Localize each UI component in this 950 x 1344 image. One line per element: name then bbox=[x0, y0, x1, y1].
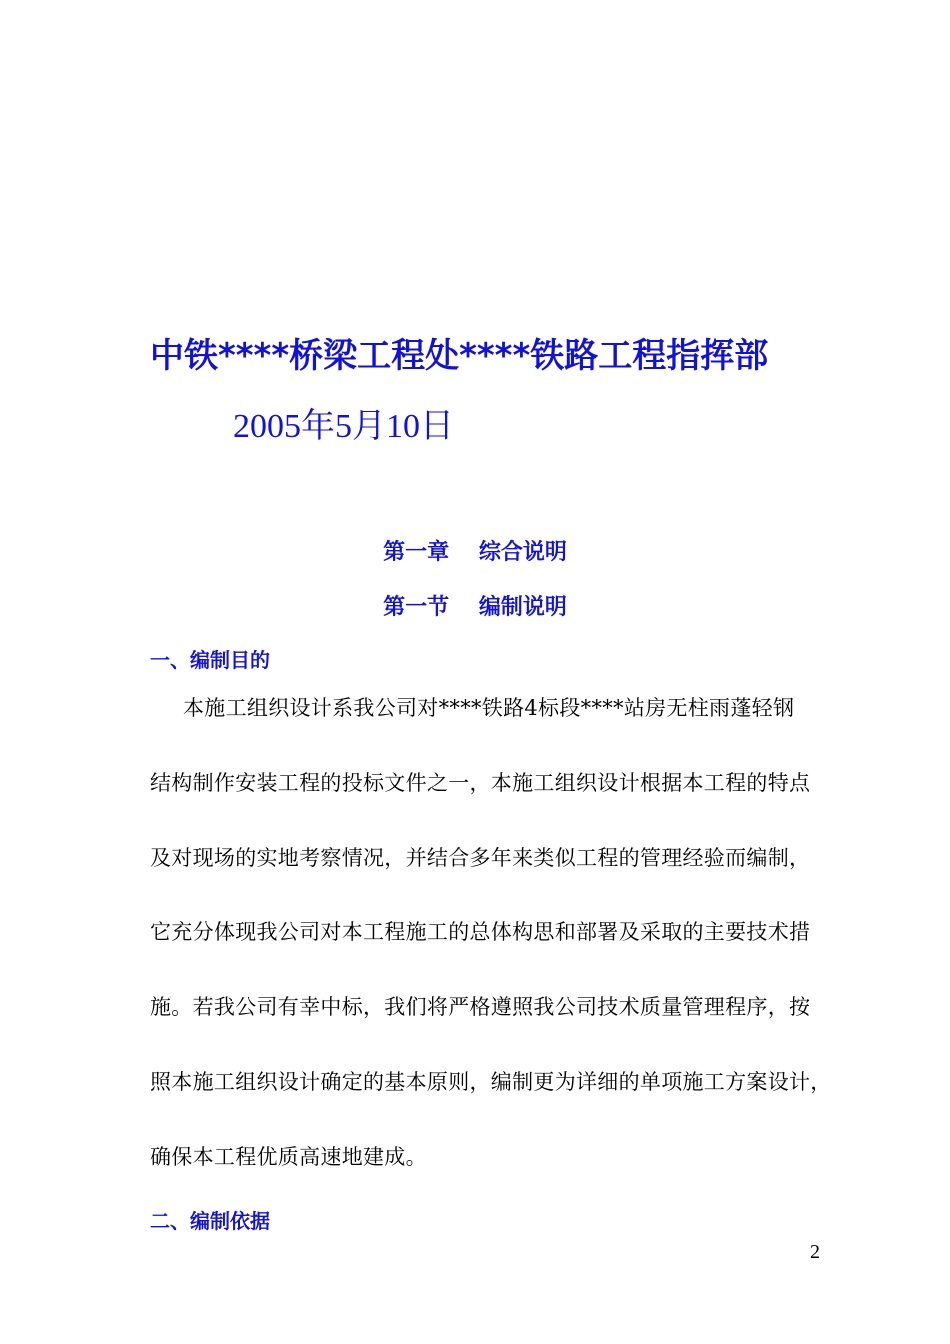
subsection-heading-purpose: 一、编制目的 bbox=[150, 648, 270, 672]
subsection-heading-basis: 二、编制依据 bbox=[150, 1209, 270, 1233]
page-number: 2 bbox=[810, 1241, 820, 1263]
paragraph-line: 它充分体现我公司对本工程施工的总体构思和部署及采取的主要技术措 bbox=[150, 920, 811, 944]
paragraph-line: 照本施工组织设计确定的基本原则，编制更为详细的单项施工方案设计， bbox=[150, 1070, 832, 1094]
paragraph-line: 确保本工程优质高速地建成。 bbox=[150, 1145, 427, 1169]
document-date: 2005年5月10日 bbox=[233, 408, 454, 445]
organization-title: 中铁****桥梁工程处****铁路工程指挥部 bbox=[150, 336, 769, 376]
paragraph-line: 本施工组织设计系我公司对****铁路4标段****站房无柱雨蓬轻钢 bbox=[183, 696, 795, 720]
paragraph-line: 结构制作安装工程的投标文件之一，本施工组织设计根据本工程的特点 bbox=[150, 771, 811, 795]
section-heading: 第一节 编制说明 bbox=[383, 595, 567, 620]
chapter-heading: 第一章 综合说明 bbox=[383, 540, 567, 565]
paragraph-line: 及对现场的实地考察情况，并结合多年来类似工程的管理经验而编制， bbox=[150, 846, 811, 870]
paragraph-line: 施。若我公司有幸中标，我们将严格遵照我公司技术质量管理程序，按 bbox=[150, 995, 811, 1019]
